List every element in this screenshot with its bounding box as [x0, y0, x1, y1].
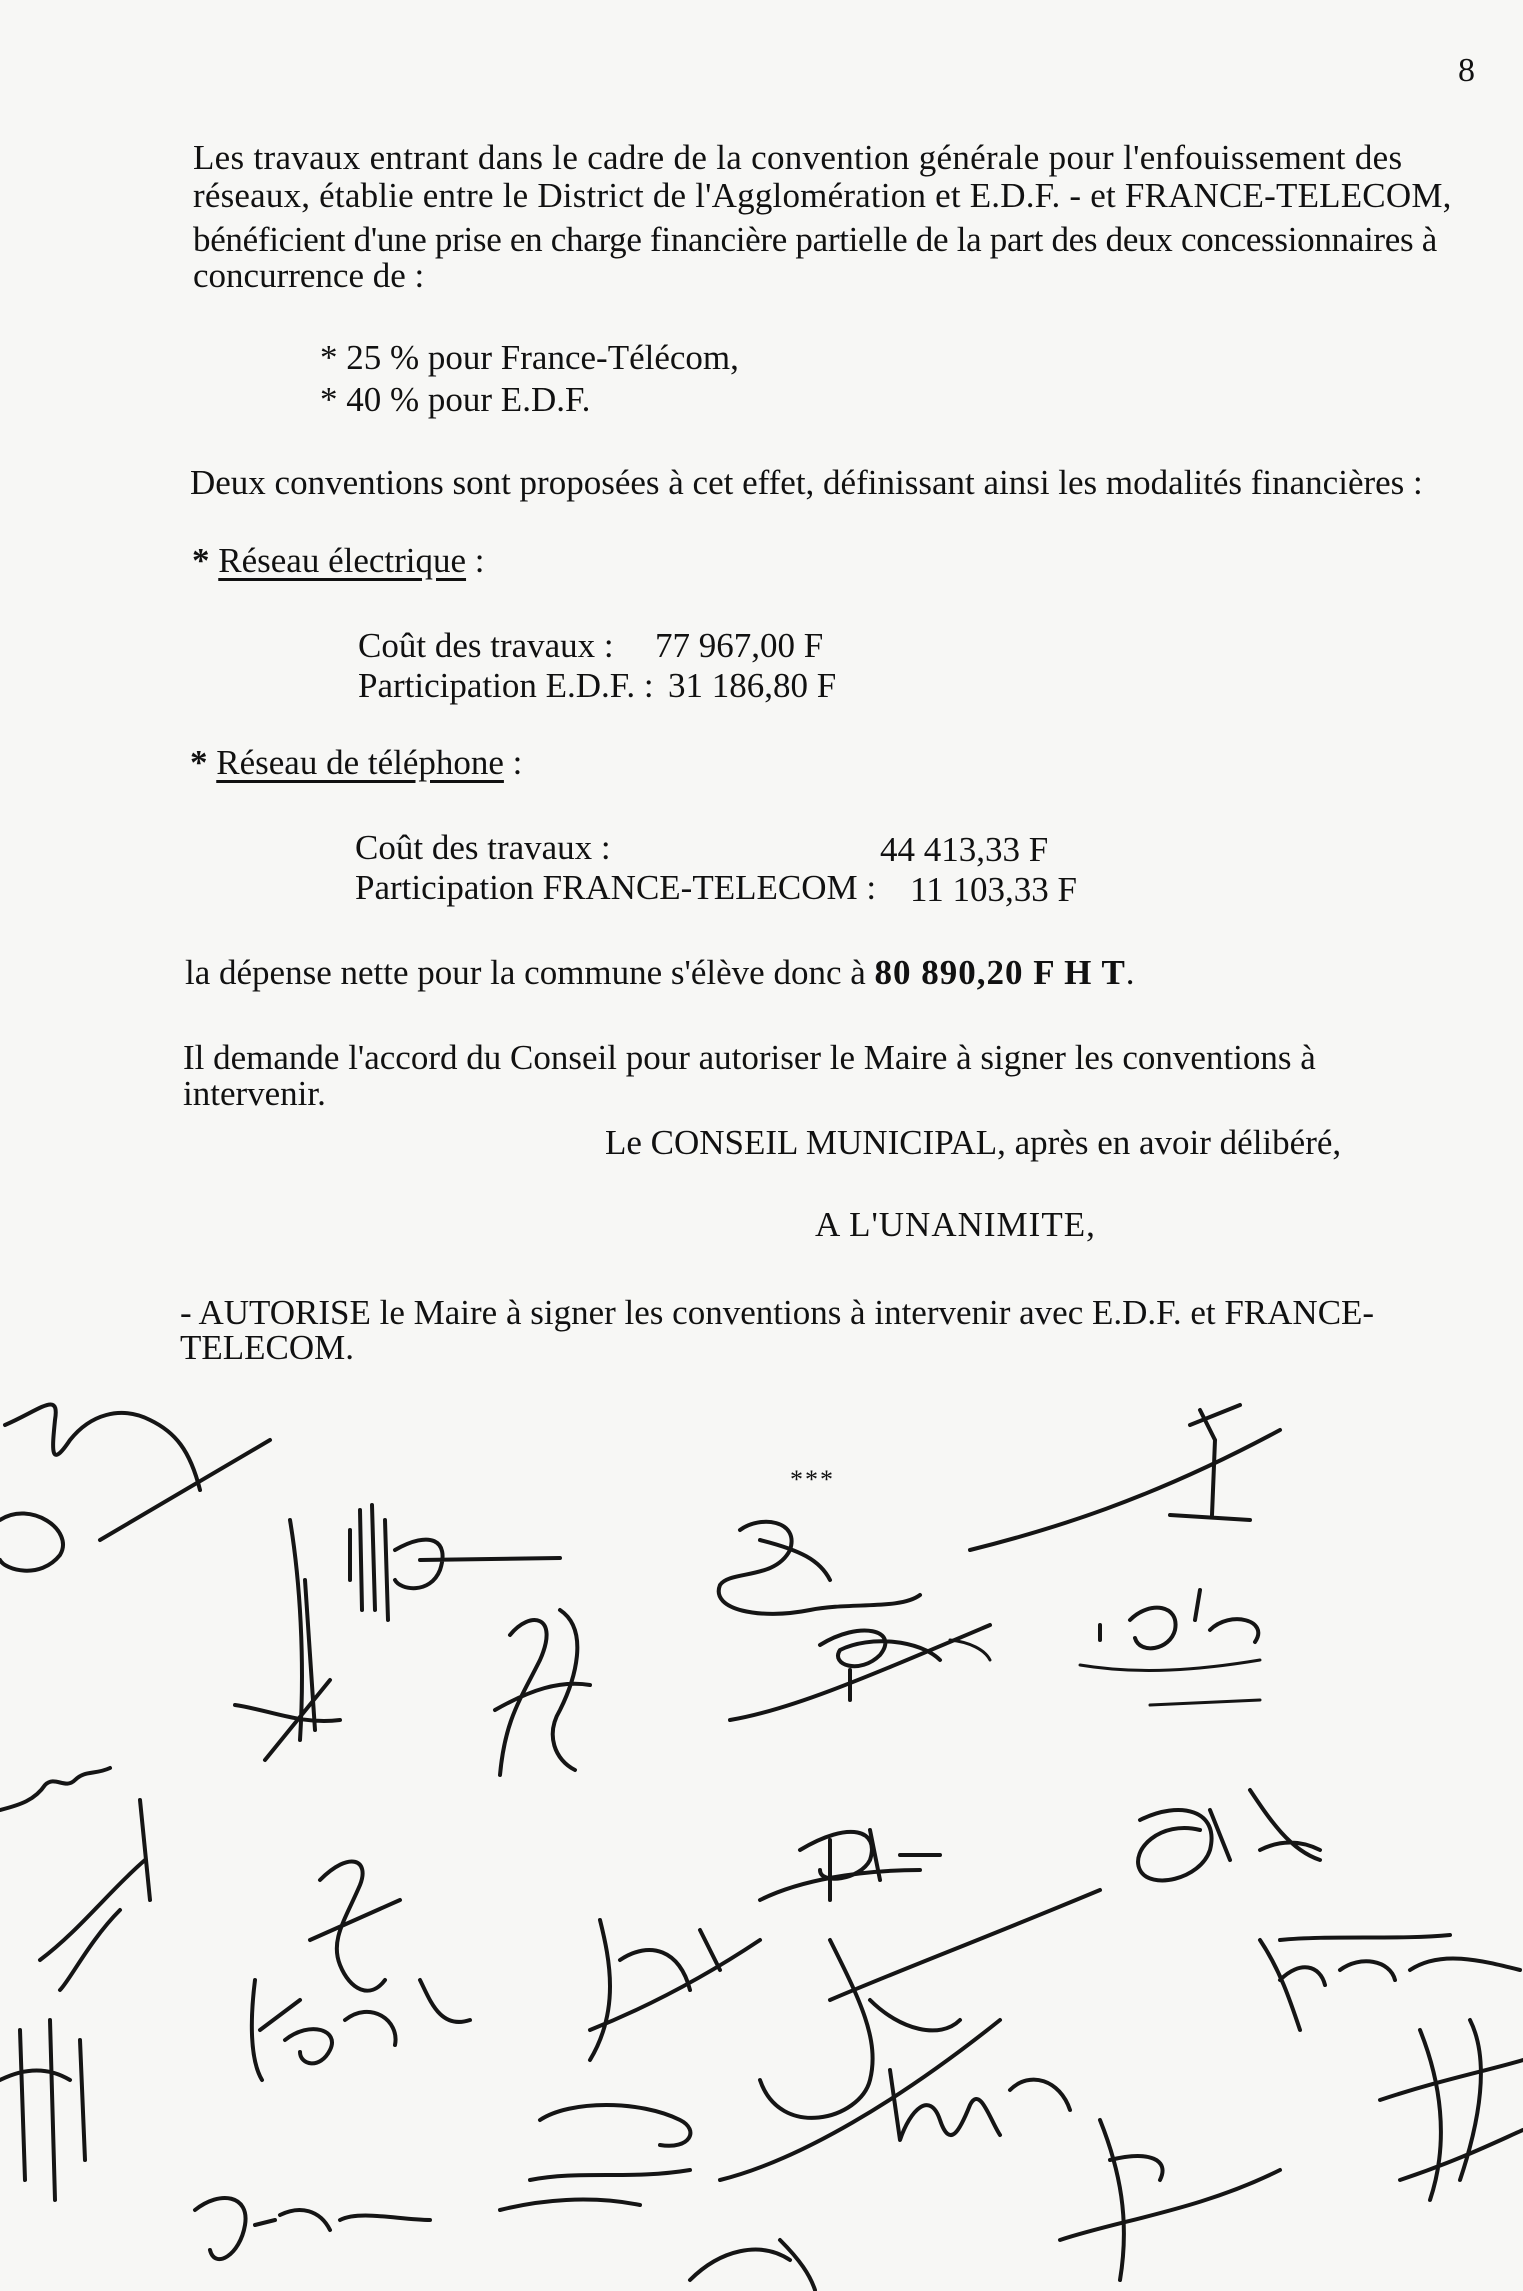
page-number: 8	[1458, 52, 1475, 89]
net-expense-amount: 80 890,20 F H T	[874, 953, 1126, 992]
net-expense-end: .	[1125, 953, 1135, 992]
signature-4	[719, 1522, 920, 1614]
signature-13	[590, 1920, 760, 2060]
signature-17	[1260, 1935, 1520, 2030]
signature-24	[690, 2240, 815, 2290]
signature-12	[252, 1980, 470, 2080]
telephone-participation-label: Participation FRANCE-TELECOM :	[355, 868, 877, 907]
signature-7b	[950, 1640, 990, 1660]
signature-21	[500, 2105, 690, 2210]
signature-18	[1380, 2020, 1523, 2200]
separator-stars: ***	[790, 1465, 835, 1494]
conventions-intro: Deux conventions sont proposées à cet effet, définissant ainsi les modalités financières :	[190, 463, 1423, 502]
intro-line-3: bénéficient d'une prise en charge financière partielle de la part des deux concessionnaires à	[193, 220, 1437, 259]
electric-title: Réseau électrique	[218, 541, 467, 580]
telephone-cost-label: Coût des travaux :	[355, 828, 611, 867]
deliberation: Le CONSEIL MUNICIPAL, après en avoir délibéré,	[605, 1123, 1342, 1162]
signature-1	[5, 1404, 200, 1490]
signature-6-underline	[1080, 1660, 1260, 1705]
net-expense-text: la dépense nette pour la commune s'élève donc à	[185, 953, 866, 992]
request-line-2: intervenir.	[183, 1074, 326, 1113]
signature-20	[0, 2020, 85, 2200]
telephone-bullet: *	[190, 743, 217, 782]
request-line-1: Il demande l'accord du Conseil pour autoriser le Maire à signer les conventions à	[183, 1038, 1316, 1077]
telephone-cost-value: 44 413,33 F	[880, 830, 1049, 869]
signature-8	[495, 1610, 590, 1775]
signature-1-loop	[0, 1513, 63, 1570]
signature-14	[760, 1830, 940, 1900]
signature-9	[0, 1768, 110, 1810]
signatures-area	[0, 1380, 1523, 2291]
intro-line-4: concurrence de :	[193, 256, 425, 295]
signature-6	[1100, 1590, 1258, 1648]
signature-15	[720, 1890, 1100, 2180]
signature-2	[235, 1520, 340, 1760]
vote-result: A L'UNANIMITE,	[815, 1205, 1096, 1244]
telephone-participation-value: 11 103,33 F	[910, 870, 1077, 909]
electric-participation-value: 31 186,80 F	[668, 666, 837, 705]
decision-line-2: TELECOM.	[180, 1328, 355, 1367]
electric-colon: :	[466, 541, 485, 580]
electric-cost-label: Coût des travaux :	[358, 626, 614, 665]
intro-line-1: Les travaux entrant dans le cadre de la convention générale pour l'enfouissement des	[193, 138, 1403, 177]
electric-heading	[192, 543, 485, 578]
telephone-title: Réseau de téléphone	[216, 743, 504, 782]
signature-10	[40, 1800, 150, 1990]
decision-line-1: - AUTORISE le Maire à signer les conventions à intervenir avec E.D.F. et FRANCE-	[180, 1293, 1375, 1332]
signature-23	[1060, 2120, 1280, 2280]
signature-11	[310, 1861, 400, 1990]
share-edf: * 40 % pour E.D.F.	[320, 380, 591, 419]
intro-line-2: réseaux, établie entre le District de l'Agglomération et E.D.F. - et FRANCE-TELECOM,	[193, 176, 1452, 215]
net-expense	[185, 955, 1135, 990]
electric-cost-value: 77 967,00 F	[655, 626, 824, 665]
signature-5	[970, 1405, 1280, 1550]
share-france-telecom: * 25 % pour France-Télécom,	[320, 338, 739, 377]
electric-bullet: *	[192, 541, 219, 580]
signature-3	[350, 1505, 560, 1620]
telephone-heading	[190, 745, 522, 780]
telephone-colon: :	[503, 743, 523, 782]
signature-22	[195, 2198, 430, 2259]
electric-participation-label: Participation E.D.F. :	[358, 666, 654, 705]
signature-16	[1138, 1790, 1320, 1880]
